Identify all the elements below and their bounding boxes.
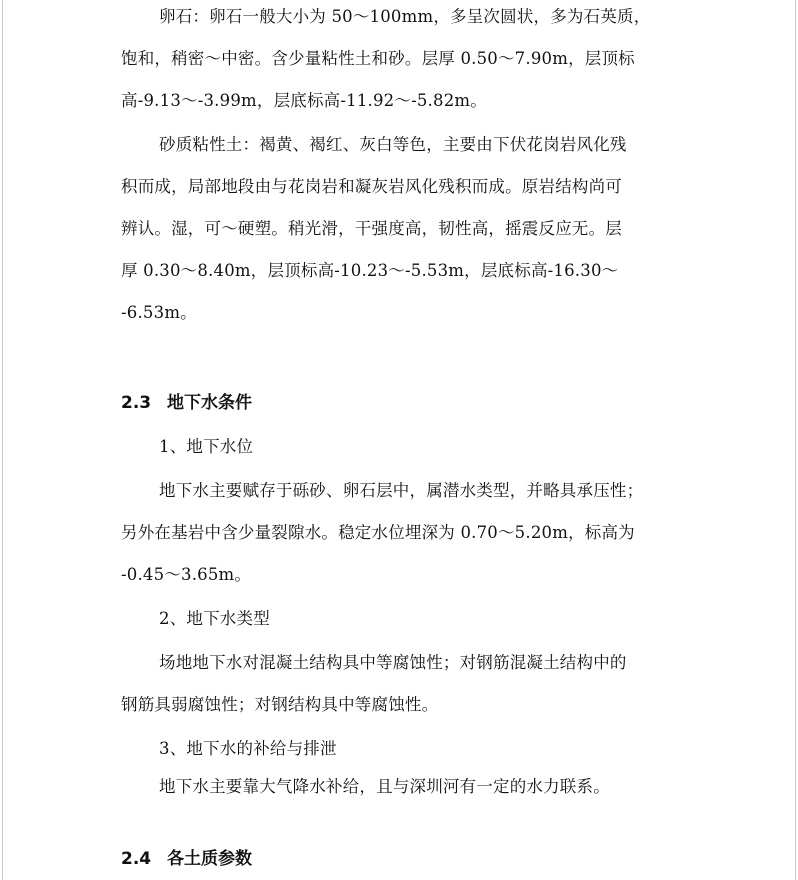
- paragraph-line: -6.53m。: [121, 303, 197, 322]
- paragraph-line: 积而成，局部地段由与花岗岩和凝灰岩风化残积而成。原岩结构尚可: [121, 177, 622, 196]
- paragraph-line: 厚 0.30～8.40m，层顶标高-10.23～-5.53m，层底标高-16.30～: [121, 261, 619, 280]
- subsection-title: 1、地下水位: [159, 437, 254, 456]
- paragraph-line: -0.45～3.65m。: [121, 565, 252, 584]
- paragraph-line: 另外在基岩中含少量裂隙水。稳定水位埋深为 0.70～5.20m，标高为: [121, 523, 635, 542]
- paragraph-line: 地下水主要靠大气降水补给，且与深圳河有一定的水力联系。: [159, 777, 610, 796]
- paragraph-line: 高-9.13～-3.99m，层底标高-11.92～-5.82m。: [121, 91, 487, 110]
- subsection-title: 3、地下水的补给与排泄: [159, 739, 337, 758]
- page-right-edge: [795, 0, 796, 880]
- paragraph-line: 砂质粘性土：褐黄、褐红、灰白等色，主要由下伏花岗岩风化残: [159, 135, 627, 154]
- section-title: 各土质参数: [167, 849, 252, 869]
- section-title: 地下水条件: [167, 393, 252, 413]
- paragraph-line: 卵石：卵石一般大小为 50～100mm，多呈次圆状，多为石英质，: [159, 7, 651, 26]
- section-number: 2.4: [121, 849, 152, 869]
- page-left-edge: [2, 0, 3, 880]
- section-heading-2-3: [121, 392, 252, 414]
- paragraph-line: 辨认。湿，可～硬塑。稍光滑，干强度高，韧性高，摇震反应无。层: [121, 219, 622, 238]
- section-number: 2.3: [121, 393, 152, 413]
- paragraph-line: 钢筋具弱腐蚀性；对钢结构具中等腐蚀性。: [121, 695, 439, 714]
- subsection-title: 2、地下水类型: [159, 609, 270, 628]
- paragraph-line: 场地地下水对混凝土结构具中等腐蚀性；对钢筋混凝土结构中的: [159, 653, 627, 672]
- paragraph-line: 地下水主要赋存于砾砂、卵石层中，属潜水类型，并略具承压性；: [159, 481, 644, 500]
- section-heading-2-4: [121, 848, 252, 870]
- paragraph-line: 饱和，稍密～中密。含少量粘性土和砂。层厚 0.50～7.90m，层顶标: [121, 49, 635, 68]
